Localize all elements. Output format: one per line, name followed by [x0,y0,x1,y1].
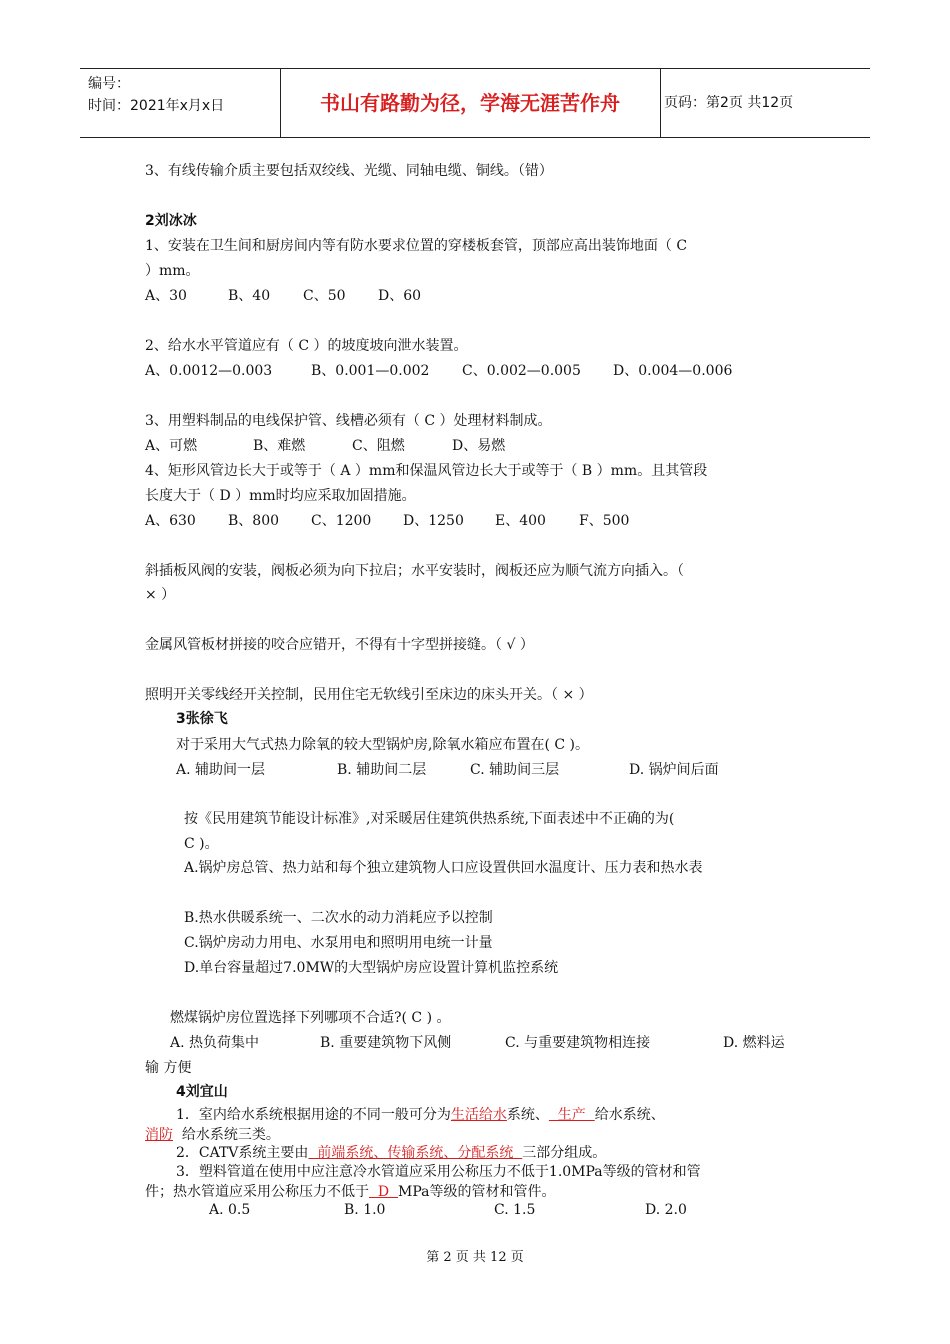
option: D、0.004—0.006 [613,363,733,379]
option: B. 1.0 [344,1202,386,1218]
question-text: C )。 [184,836,219,852]
question-text: 对于采用大气式热力除氧的较大型锅炉房,除氧水箱应布置在( C )。 [176,737,589,753]
header-info [80,69,280,137]
page-header [80,68,870,138]
option: C. 1.5 [494,1202,536,1218]
option: C、1200 [311,513,372,529]
option: A、0.0012—0.003 [145,363,273,379]
option: B、0.001—0.002 [311,363,430,379]
answer-blank: 前端系统、传输系统、分配系统 [308,1145,523,1161]
answer-blank: D [369,1184,399,1200]
option: D. 燃料运 [723,1035,785,1051]
statement-line: 金属风管板材拼接的咬合应错开，不得有十字型拼接缝。（ √ ） [145,637,534,653]
option: D、60 [378,288,422,304]
question-text: 3、用塑料制品的电线保护管、线槽必须有（ C ）处理材料制成。 [145,413,552,429]
option: A.锅炉房总管、热力站和每个独立建筑物人口应设置供回水温度计、压力表和热水表 [184,860,703,876]
statement-line: 照明开关零线经开关控制，民用住宅无软线引至床边的床头开关。（ × ） [145,687,593,703]
option: A. 辅助间一层 [176,762,266,778]
option: C.锅炉房动力用电、水泵用电和照明用电统一计量 [184,935,493,951]
question-text: 燃煤锅炉房位置选择下列哪项不合适?( C ) 。 [170,1010,451,1026]
question-text: 4、矩形风管边长大于或等于（ A ）mm和保温风管边长大于或等于（ B ）mm。且其管段 [145,463,708,479]
answer-blank: 生产 [548,1107,595,1123]
fill-blank-question: 2．CATV系统主要由 前端系统、传输系统、分配系统 三部分组成。 [176,1145,607,1161]
option: B. 辅助间二层 [337,762,427,778]
fill-blank-question: 消防 给水系统三类。 [145,1127,280,1143]
option: C、50 [303,288,346,304]
option: B. 重要建筑物下风侧 [320,1035,452,1051]
option: D.单台容量超过7.0MW的大型锅炉房应设置计算机监控系统 [184,960,559,976]
section-heading: 3张徐飞 [176,711,228,727]
option: A、630 [145,513,196,529]
option: D. 2.0 [645,1202,687,1218]
question-text: 1、安装在卫生间和厨房间内等有防水要求位置的穿楼板套管，顶部应高出装饰地面（ C [145,238,688,254]
question-text: 2、给水水平管道应有（ C ）的坡度坡向泄水装置。 [145,338,468,354]
option: D、易燃 [452,438,506,454]
option: C. 与重要建筑物相连接 [505,1035,651,1051]
option: B.热水供暖系统一、二次水的动力消耗应予以控制 [184,910,493,926]
option: D. 锅炉间后面 [629,762,719,778]
header-motto: 书山有路勤为径，学海无涯苦作舟 [320,91,620,115]
section-heading: 2刘冰冰 [145,213,197,229]
option: C、阻燃 [352,438,405,454]
question-text: 长度大于（ D ）mm时均应采取加固措施。 [145,488,416,504]
page-footer: 第 2 页 共 12 页 [426,1250,524,1265]
option: A、30 [145,288,187,304]
section-heading: 4刘宜山 [176,1084,228,1100]
option: E、400 [495,513,546,529]
time-label: 时间：2021年x月x日 [88,98,225,114]
header-divider [660,69,661,137]
answer-blank: 消防 [145,1127,173,1143]
option: B、40 [228,288,271,304]
answer-blank: 生活给水 [450,1107,507,1123]
fill-blank-question: 件；热水管道应采用公称压力不低于 D MPa等级的管材和管件。 [145,1184,556,1200]
option: A. 热负荷集中 [170,1035,260,1051]
option: C、0.002—0.005 [462,363,581,379]
option: C. 辅助间三层 [470,762,560,778]
number-label: 编号： [88,76,130,92]
option: D、1250 [403,513,464,529]
header-page-label: 页码：第2页 共12页 [664,95,794,111]
option: F、500 [579,513,630,529]
question-text: 3．塑料管道在使用中应注意冷水管道应采用公称压力不低于1.0MPa等级的管材和管 [176,1164,701,1180]
option: A. 0.5 [209,1202,251,1218]
fill-blank-question: 1．室内给水系统根据用途的不同一般可分为生活给水系统、 生产 给水系统、 [176,1107,665,1123]
option: B、800 [228,513,280,529]
option: A、可燃 [145,438,198,454]
question-text: ）mm。 [145,263,200,279]
statement-line: × ） [145,587,176,603]
option: 输 方便 [145,1060,192,1076]
question-text: 按《民用建筑节能设计标准》,对采暖居住建筑供热系统,下面表述中不正确的为( [184,811,675,827]
option: B、难燃 [253,438,306,454]
statement-line: 斜插板风阀的安装，阀板必须为向下拉启；水平安装时，阀板还应为顺气流方向插入。（ [145,563,684,579]
statement-line: 3、有线传输介质主要包括双绞线、光缆、同轴电缆、铜线。（错） [145,163,553,179]
